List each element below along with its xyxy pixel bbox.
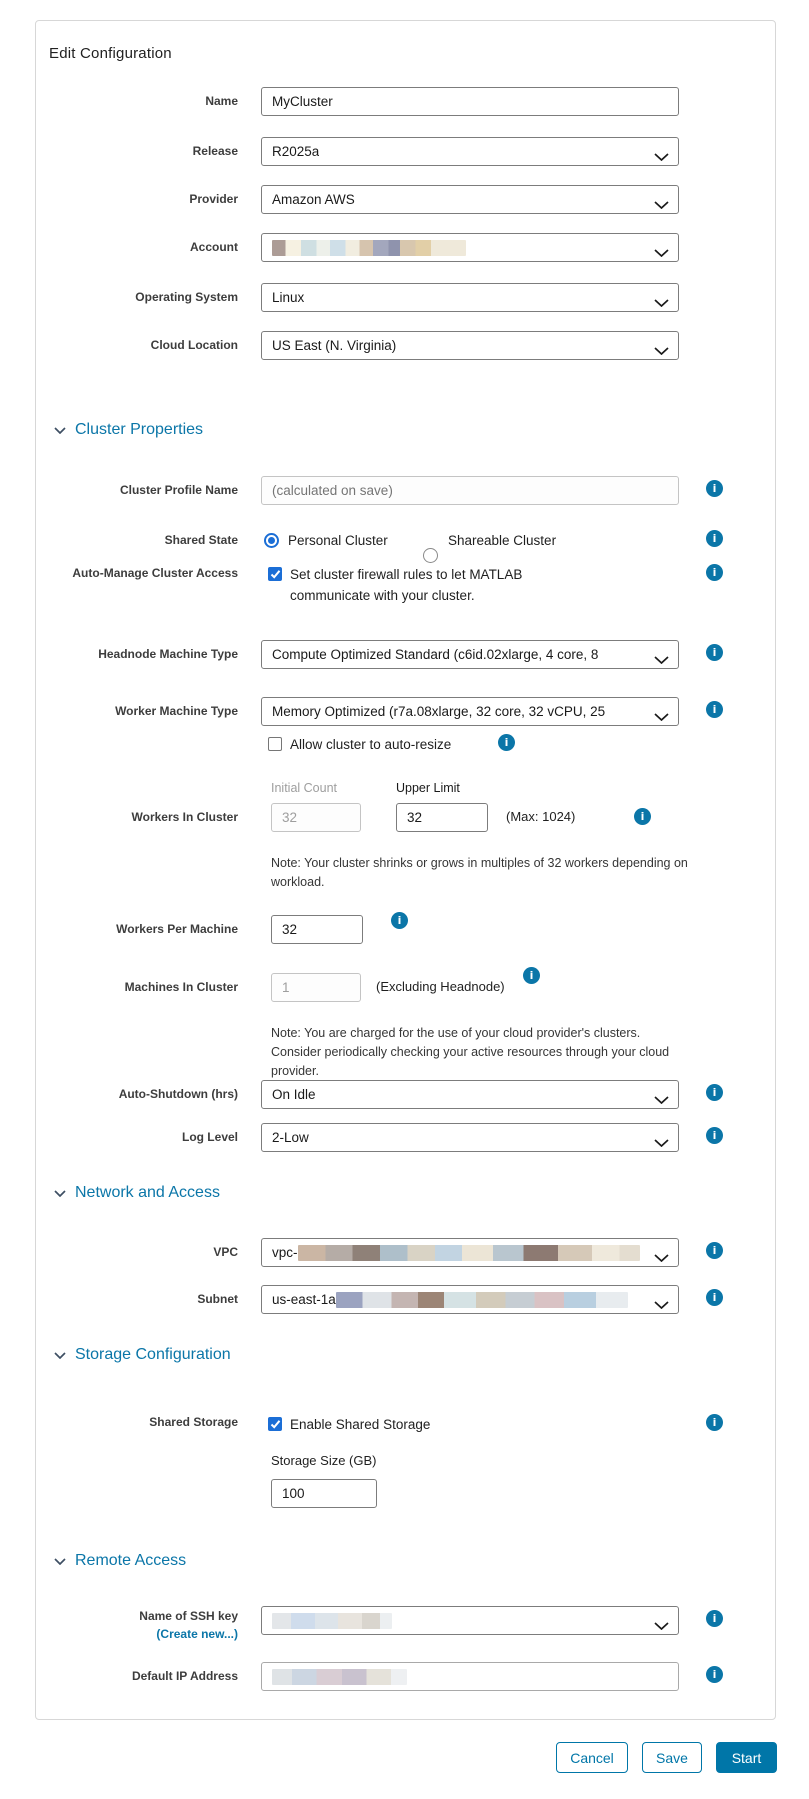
default-ip-input[interactable] <box>261 1662 679 1691</box>
checkmark-icon <box>270 569 281 579</box>
billing-note: Note: You are charged for the use of your cloud provider's clusters. Consider periodically checking your active resources through your cloud provider. <box>271 1026 670 1078</box>
excluding-headnode-note: (Excluding Headnode) <box>376 979 505 994</box>
chevron-down-icon <box>654 1297 669 1312</box>
page-title: Edit Configuration <box>49 45 172 62</box>
personal-cluster-radio[interactable] <box>264 533 279 548</box>
subnet-redacted-value <box>336 1292 628 1308</box>
cluster-profile-name-label: Cluster Profile Name <box>119 483 238 497</box>
create-new-ssh-key-link[interactable]: (Create new...) <box>156 1627 238 1641</box>
workers-per-machine-label: Workers Per Machine <box>116 922 238 936</box>
start-button[interactable]: Start <box>716 1742 777 1773</box>
shareable-cluster-radio[interactable] <box>423 548 438 563</box>
info-icon[interactable]: i <box>706 1666 723 1683</box>
initial-count-input <box>271 803 361 832</box>
account-label: Account <box>190 240 238 254</box>
ssh-key-redacted-value <box>272 1613 392 1629</box>
provider-select[interactable] <box>261 185 679 214</box>
release-select[interactable] <box>261 137 679 166</box>
shared-state-label: Shared State <box>164 533 238 547</box>
personal-cluster-radio-label[interactable]: Personal Cluster <box>288 533 388 548</box>
provider-value: Amazon AWS <box>272 192 355 207</box>
chevron-down-icon <box>54 1552 66 1570</box>
cloud-location-label: Cloud Location <box>150 338 238 352</box>
chevron-down-icon <box>54 1184 66 1202</box>
subnet-value-prefix: us-east-1a <box>272 1292 336 1307</box>
section-title: Network and Access <box>75 1184 220 1201</box>
auto-shutdown-label: Auto-Shutdown (hrs) <box>118 1087 238 1101</box>
headnode-machine-type-value: Compute Optimized Standard (c6id.02xlarge, 4 core, 8 <box>272 647 599 662</box>
ssh-key-select[interactable] <box>261 1606 679 1635</box>
max-workers-note: (Max: 1024) <box>506 809 576 824</box>
account-select[interactable] <box>261 233 679 262</box>
info-icon[interactable]: i <box>706 1084 723 1101</box>
cloud-location-value: US East (N. Virginia) <box>272 338 397 353</box>
chevron-down-icon <box>654 652 669 667</box>
chevron-down-icon <box>654 149 669 164</box>
info-icon[interactable]: i <box>706 644 723 661</box>
info-icon[interactable]: i <box>523 967 540 984</box>
edit-configuration-card <box>35 20 776 1720</box>
release-value: R2025a <box>272 144 320 159</box>
vpc-select[interactable] <box>261 1238 679 1267</box>
cancel-button[interactable]: Cancel <box>556 1742 628 1773</box>
chevron-down-icon <box>54 1346 66 1364</box>
auto-resize-checkbox-label[interactable]: Allow cluster to auto-resize <box>290 737 452 752</box>
auto-shutdown-value: On Idle <box>272 1087 316 1102</box>
save-button[interactable]: Save <box>642 1742 702 1773</box>
chevron-down-icon <box>654 1135 669 1150</box>
info-icon[interactable]: i <box>706 1289 723 1306</box>
auto-manage-cluster-access-label: Auto-Manage Cluster Access <box>72 566 238 580</box>
workers-in-cluster-label: Workers In Cluster <box>131 810 238 824</box>
section-cluster-properties[interactable] <box>54 421 203 439</box>
cloud-location-select[interactable] <box>261 331 679 360</box>
chevron-down-icon <box>54 421 66 439</box>
section-storage-configuration[interactable] <box>54 1346 231 1364</box>
initial-count-label: Initial Count <box>271 781 338 795</box>
worker-machine-type-label: Worker Machine Type <box>115 704 238 718</box>
cluster-profile-name-input <box>261 476 679 505</box>
name-input[interactable] <box>261 87 679 116</box>
upper-limit-input[interactable] <box>396 803 488 832</box>
log-level-select[interactable] <box>261 1123 679 1152</box>
info-icon[interactable]: i <box>391 912 408 929</box>
workers-note: Note: Your cluster shrinks or grows in multiples of 32 workers depending on workload. <box>271 856 688 889</box>
headnode-machine-type-label: Headnode Machine Type <box>98 647 238 661</box>
operating-system-label: Operating System <box>135 290 238 304</box>
info-icon[interactable]: i <box>498 734 515 751</box>
default-ip-label: Default IP Address <box>131 1669 238 1683</box>
storage-size-label: Storage Size (GB) <box>271 1453 377 1468</box>
default-ip-redacted-value <box>272 1669 407 1685</box>
machines-in-cluster-label: Machines In Cluster <box>124 980 238 994</box>
auto-resize-checkbox[interactable] <box>268 737 282 751</box>
operating-system-value: Linux <box>272 290 305 305</box>
info-icon[interactable]: i <box>706 530 723 547</box>
upper-limit-label: Upper Limit <box>396 781 460 795</box>
chevron-down-icon <box>654 245 669 260</box>
auto-shutdown-select[interactable] <box>261 1080 679 1109</box>
shared-storage-label: Shared Storage <box>149 1415 238 1429</box>
section-network-and-access[interactable] <box>54 1184 220 1202</box>
section-title: Remote Access <box>75 1552 187 1569</box>
info-icon[interactable]: i <box>706 480 723 497</box>
info-icon[interactable]: i <box>706 1610 723 1627</box>
operating-system-select[interactable] <box>261 283 679 312</box>
name-label: Name <box>205 94 238 108</box>
ssh-key-label: Name of SSH key <box>139 1609 238 1623</box>
subnet-select[interactable] <box>261 1285 679 1314</box>
machines-in-cluster-input <box>271 973 361 1002</box>
info-icon[interactable]: i <box>706 701 723 718</box>
worker-machine-type-select[interactable] <box>261 697 679 726</box>
subnet-label: Subnet <box>197 1292 238 1306</box>
vpc-value-prefix: vpc- <box>272 1245 298 1260</box>
firewall-rules-checkbox[interactable] <box>268 567 282 581</box>
info-icon[interactable]: i <box>706 564 723 581</box>
log-level-value: 2-Low <box>272 1130 309 1145</box>
release-label: Release <box>192 144 238 158</box>
headnode-machine-type-select[interactable] <box>261 640 679 669</box>
enable-shared-storage-checkbox-label[interactable]: Enable Shared Storage <box>290 1417 431 1432</box>
section-title: Storage Configuration <box>75 1346 231 1363</box>
vpc-label: VPC <box>213 1245 238 1259</box>
section-title: Cluster Properties <box>75 421 204 438</box>
chevron-down-icon <box>654 1250 669 1265</box>
info-icon[interactable]: i <box>706 1242 723 1259</box>
chevron-down-icon <box>654 709 669 724</box>
vpc-redacted-value <box>298 1245 640 1261</box>
chevron-down-icon <box>654 1092 669 1107</box>
enable-shared-storage-checkbox[interactable] <box>268 1417 282 1431</box>
info-icon[interactable]: i <box>634 808 651 825</box>
info-icon[interactable]: i <box>706 1414 723 1431</box>
log-level-label: Log Level <box>181 1130 238 1144</box>
section-remote-access[interactable] <box>54 1552 186 1570</box>
chevron-down-icon <box>654 197 669 212</box>
storage-size-input[interactable] <box>271 1479 377 1508</box>
shareable-cluster-radio-label[interactable]: Shareable Cluster <box>448 533 557 548</box>
info-icon[interactable]: i <box>706 1127 723 1144</box>
provider-label: Provider <box>189 192 238 206</box>
checkmark-icon <box>270 1419 281 1429</box>
worker-machine-type-value: Memory Optimized (r7a.08xlarge, 32 core, 32 vCPU, 25 <box>272 704 606 719</box>
workers-per-machine-input[interactable] <box>271 915 363 944</box>
chevron-down-icon <box>654 1618 669 1633</box>
chevron-down-icon <box>654 295 669 310</box>
firewall-rules-checkbox-label[interactable]: Set cluster firewall rules to let MATLAB communicate with your cluster. <box>290 567 523 603</box>
account-redacted-value <box>272 240 466 256</box>
chevron-down-icon <box>654 343 669 358</box>
